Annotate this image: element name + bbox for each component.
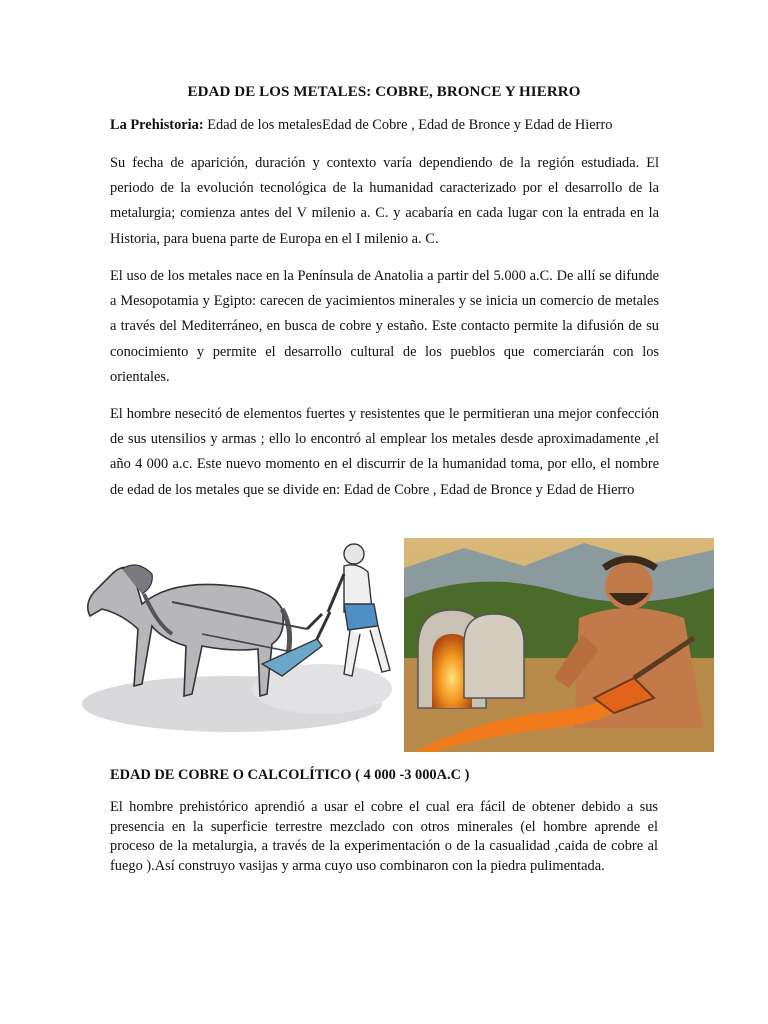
paragraph-metals-age: El hombre nesecitó de elementos fuertes y resistentes que le permitieran una mejor confección de sus utensilios y armas ; ello lo encontró al emplear los metales desde aproximadamente ,el año 4 000 a.c. Este nuevo momento en el discurrir de la humanidad toma, por ello, el nombre de edad de los metales que se divide en: Edad de Cobre , Edad de Bronce y Edad de Hierro: [110, 406, 659, 498]
plough-horse-illustration: [82, 534, 396, 734]
intro-text: Edad de los metalesEdad de Cobre , Edad de Bronce y Edad de Hierro: [203, 117, 613, 133]
paragraph-origin: Su fecha de aparición, duración y contexto varía dependiendo de la región estudiada. El periodo de la evolución tecnológica de la humanidad caracterizado por el desarrollo de la metalurgia; comienza antes del V milenio a. C. y acabaría en cada lugar con la entrada en la Historia, para buena parte de Europa en el I milenio a. C.: [110, 155, 659, 247]
metal-smelting-illustration: [404, 538, 714, 752]
section-heading-copper-age: EDAD DE COBRE O CALCOLÍTICO ( 4 000 -3 000A.C ): [110, 767, 470, 783]
intro-line: [110, 117, 660, 134]
paragraph-copper-age: El hombre prehistórico aprendió a usar el cobre el cual era fácil de obtener debido a sus presencia en la superficie terrestre mezclado con otros minerales (el hombre aprende el proceso de la metalurgia, a través de la experimentación o de la casualidad ,caida de cobre al fuego ).Así construyo vasijas y arma cuyo uso combinaron con la piedra pulimentada.: [110, 799, 658, 874]
paragraph-anatolia: El uso de los metales nace en la Península de Anatolia a partir del 5.000 a.C. De allí se difunde a Mesopotamia y Egipto: carecen de yacimientos minerales y se inicia un comercio de metales a través del Mediterráneo, en busca de cobre y estaño. Este contacto permite la difusión de su conocimiento y permite el desarrollo cultural de los pueblos que comerciarán con los orientales.: [110, 268, 659, 385]
intro-label: La Prehistoria:: [110, 117, 204, 133]
document-title: EDAD DE LOS METALES: COBRE, BRONCE Y HIERRO: [187, 84, 581, 100]
